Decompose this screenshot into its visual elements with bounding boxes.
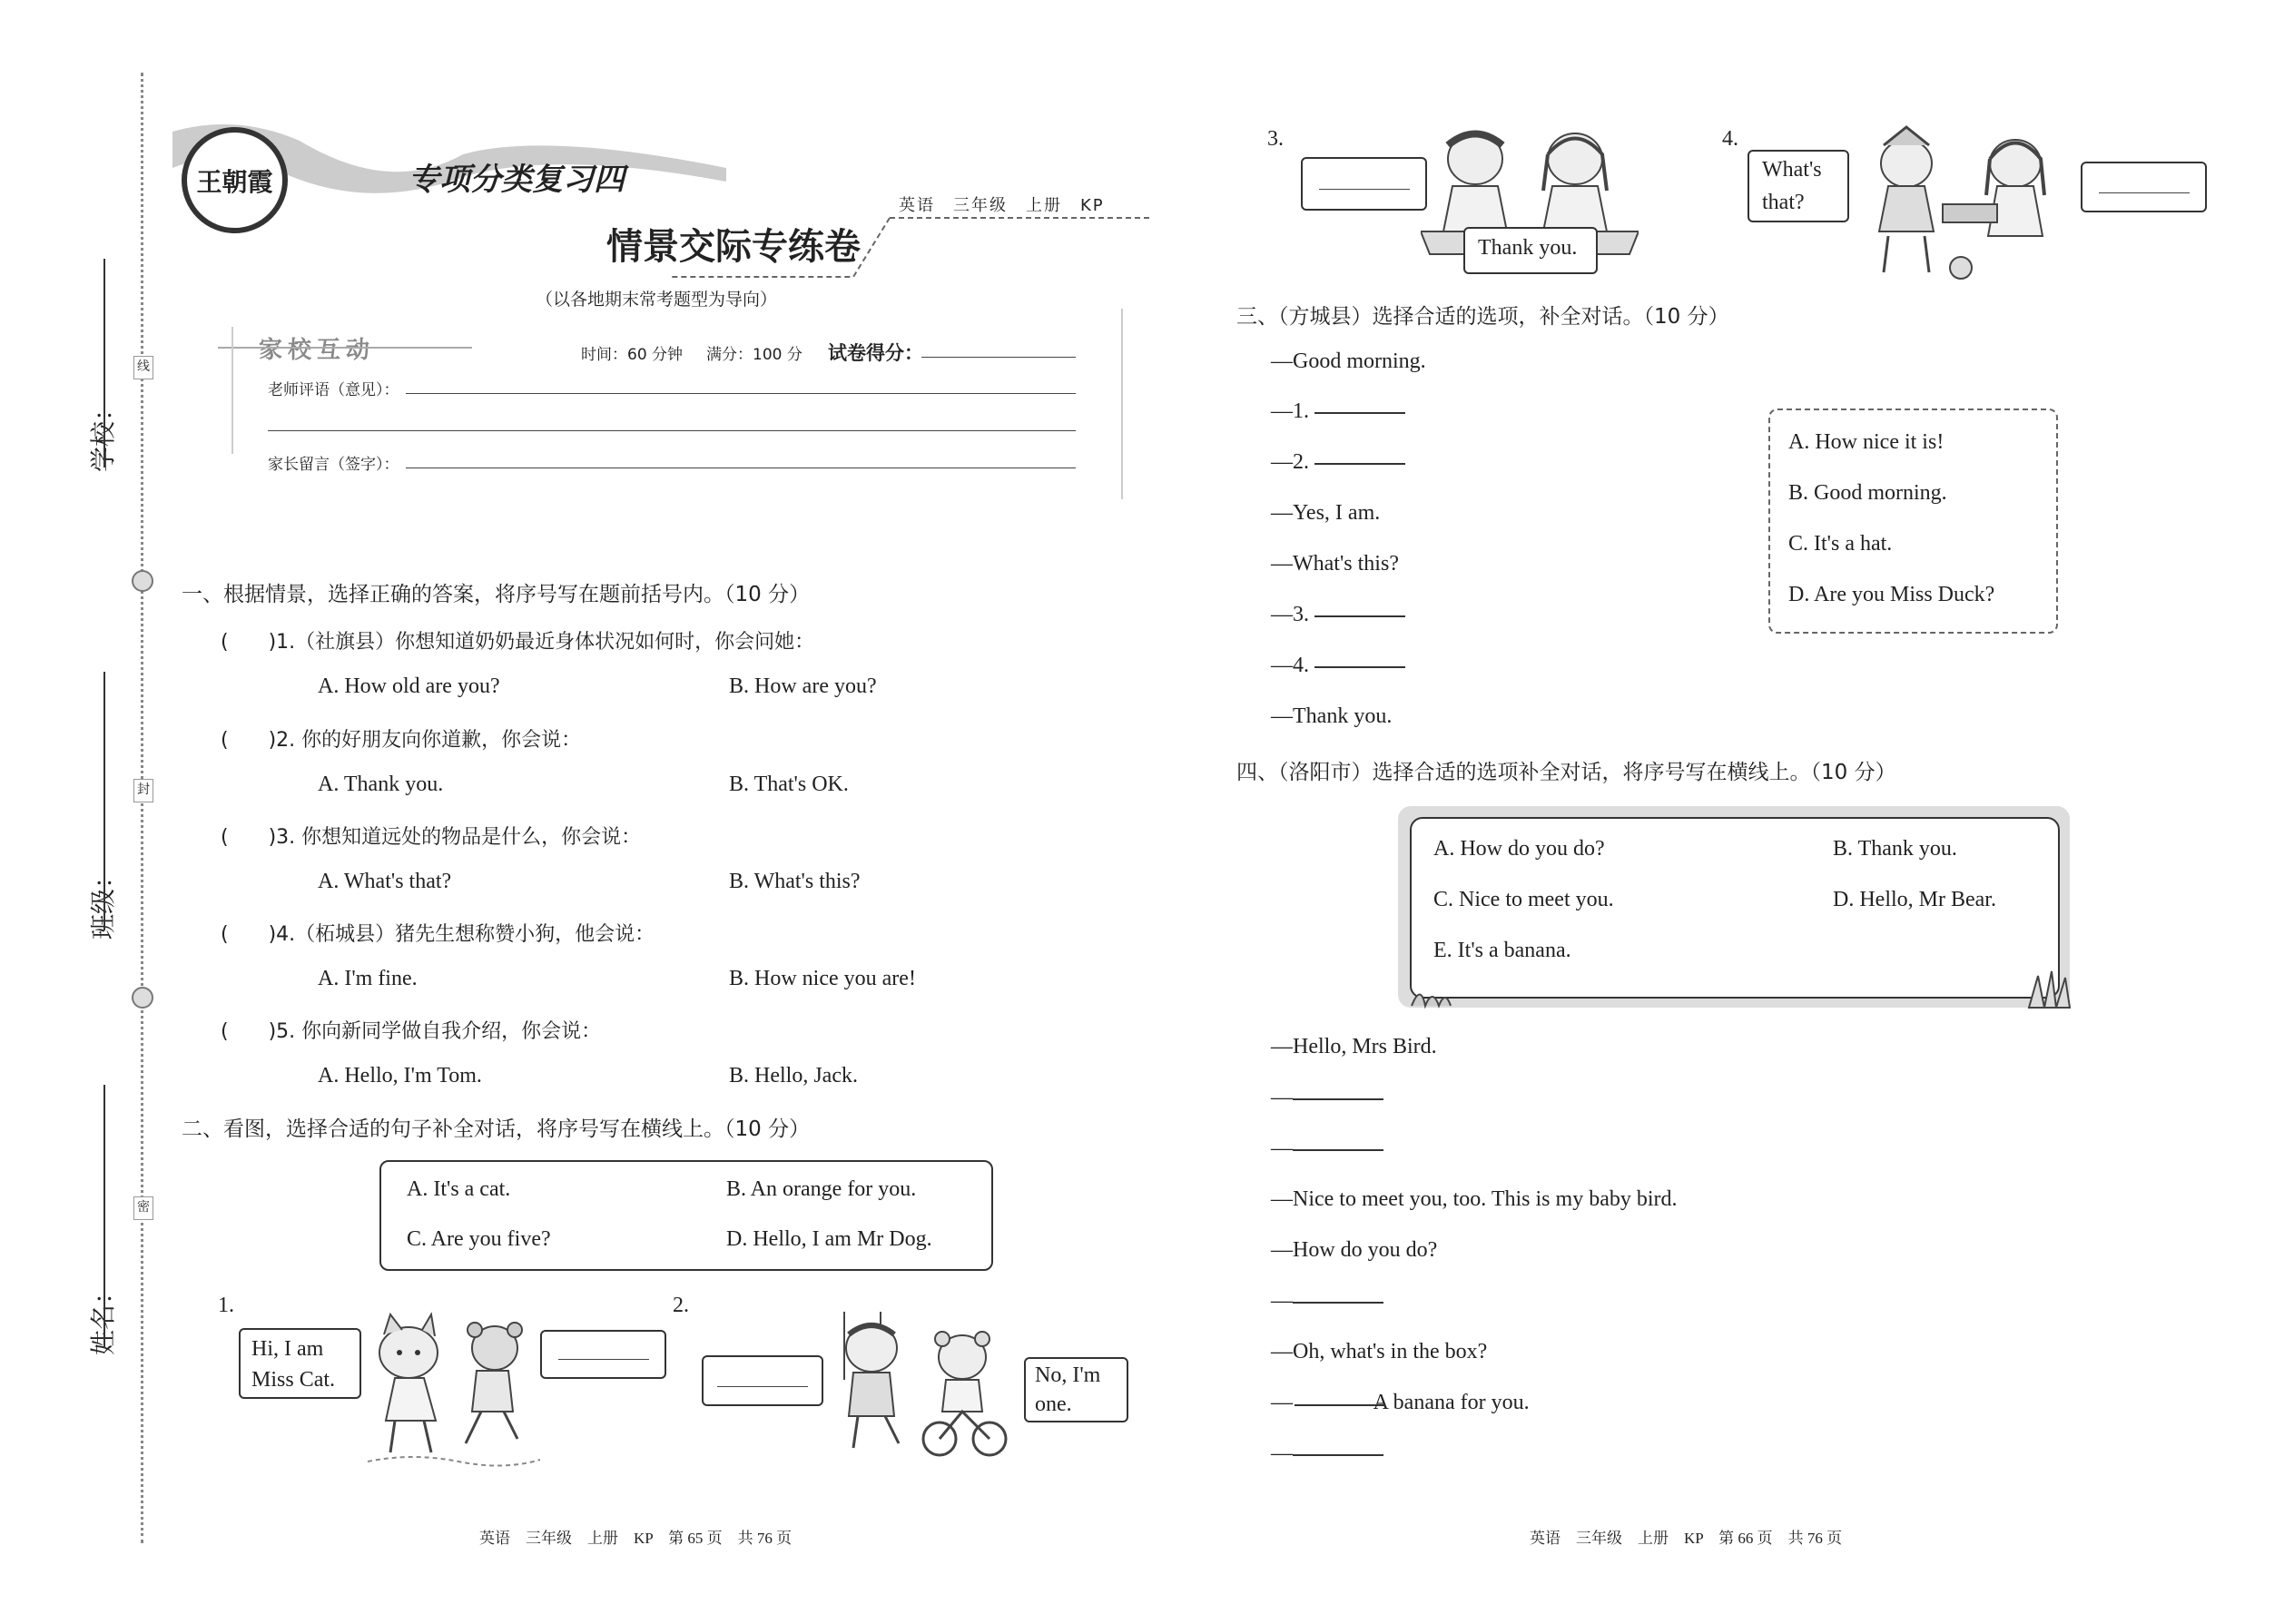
- s3-dialogue-3: [1271, 450, 1405, 475]
- section3-heading: 三、（方城县）选择合适的选项，补全对话。（10 分）: [1236, 305, 1729, 329]
- s4-option-b: B. Thank you.: [1833, 837, 1957, 861]
- pic4-illustration: [1852, 123, 2070, 286]
- pic3-bubble-text: Thank you.: [1478, 236, 1578, 260]
- book-meta: 英语 三年级 上册 KP: [899, 196, 1105, 215]
- pic2-number: 2.: [673, 1294, 689, 1317]
- pic4-answer-bubble: [2081, 162, 2207, 212]
- s3-dialogue-7-text: —4.: [1271, 654, 1309, 677]
- pic3-number: 3.: [1267, 127, 1284, 151]
- q3-option-a[interactable]: A. What's that?: [318, 870, 452, 893]
- s3-option-b: B. Good morning.: [1788, 481, 1947, 505]
- s3-dialogue-6: [1271, 603, 1405, 627]
- binding-dotted-line: [141, 73, 143, 1543]
- pic2-illustration: [826, 1307, 1026, 1466]
- s4-dialogue-9-text: —: [1271, 1442, 1293, 1465]
- section3-options-box: [1768, 408, 2058, 634]
- s3-dialogue-3-text: —2.: [1271, 450, 1309, 474]
- s4-option-d: D. Hello, Mr Bear.: [1833, 888, 1996, 911]
- footer-right: 英语 三年级 上册 KP 第 66 页 共 76 页: [1530, 1530, 1843, 1547]
- s4-dialogue-2-text: —: [1271, 1086, 1293, 1109]
- brand-logo: [182, 127, 288, 233]
- binding-circle-2: [132, 987, 153, 1009]
- section4-options-box: [1410, 817, 2060, 999]
- s3-dialogue-7: [1271, 654, 1405, 678]
- s4-dialogue-5: —How do you do?: [1271, 1238, 1438, 1262]
- s4-option-e: E. It's a banana.: [1433, 939, 1571, 962]
- jiaxiao-rule: [218, 347, 472, 349]
- pic1-answer-field[interactable]: [558, 1359, 649, 1360]
- s4-dialogue-8: [1271, 1391, 1530, 1415]
- s3-dialogue-5: —What's this?: [1271, 552, 1399, 576]
- series-title: 专项分类复习四: [409, 162, 625, 198]
- pic1-number: 1.: [218, 1294, 234, 1317]
- school-label: 学校：: [88, 395, 118, 472]
- s2-option-a: A. It's a cat.: [407, 1177, 511, 1201]
- s2-option-c: C. Are you five?: [407, 1227, 551, 1251]
- pic3-answer-bubble: [1301, 157, 1427, 211]
- name-label: 姓名：: [88, 1278, 118, 1355]
- s4-option-c: C. Nice to meet you.: [1433, 888, 1614, 911]
- s4-dialogue-7: —Oh, what's in the box?: [1271, 1340, 1488, 1363]
- logo-text: 王朝霞: [196, 166, 273, 197]
- s4-blank-2[interactable]: [1293, 1148, 1383, 1151]
- q5-option-b[interactable]: B. Hello, Jack.: [729, 1064, 858, 1088]
- class-field[interactable]: [103, 672, 105, 930]
- s4-dialogue-6: [1271, 1289, 1383, 1314]
- q5-option-a[interactable]: A. Hello, I'm Tom.: [318, 1064, 482, 1088]
- question-1: ( )1.（社旗县）你想知道奶奶最近身体状况如何时，你会问她：: [221, 631, 815, 654]
- q3-option-b[interactable]: B. What's this?: [729, 870, 861, 893]
- pic2-speech-bubble: [1024, 1357, 1128, 1422]
- s3-option-c: C. It's a hat.: [1788, 532, 1893, 556]
- footer-left: 英语 三年级 上册 KP 第 65 页 共 76 页: [479, 1530, 793, 1547]
- s4-blank-1[interactable]: [1293, 1097, 1383, 1100]
- teacher-comment-label: 老师评语（意见）：: [268, 381, 399, 399]
- jiaxiao-label: 家校互动: [259, 337, 376, 364]
- pic1-answer-bubble: [540, 1330, 666, 1379]
- section1-heading: 一、根据情景，选择正确的答案，将序号写在题前括号内。（10 分）: [182, 583, 811, 606]
- q1-option-a[interactable]: A. How old are you?: [318, 674, 500, 698]
- pic2-bubble-text: No, I'm one.: [1035, 1363, 1101, 1416]
- section4-heading: 四、（洛阳市）选择合适的选项补全对话，将序号写在横线上。（10 分）: [1236, 761, 1896, 784]
- s3-option-a: A. How nice it is!: [1788, 430, 1944, 454]
- s4-dialogue-2: [1271, 1086, 1383, 1110]
- s3-blank-4[interactable]: [1314, 665, 1405, 668]
- score-field[interactable]: [921, 357, 1076, 358]
- plant-decoration-icon: [2024, 967, 2074, 1012]
- s4-dialogue-3: [1271, 1137, 1383, 1161]
- pic4-number: 4.: [1722, 127, 1738, 151]
- s4-dialogue-9: [1271, 1442, 1383, 1466]
- s4-dialogue-4: —Nice to meet you, too. This is my baby bird.: [1271, 1187, 1678, 1211]
- section2-heading: 二、看图，选择合适的句子补全对话，将序号写在横线上。（10 分）: [182, 1117, 811, 1141]
- time-limit: 时间：60 分钟: [581, 346, 684, 364]
- s3-dialogue-8: —Thank you.: [1271, 704, 1393, 728]
- s3-dialogue-2-text: —1.: [1271, 399, 1309, 423]
- s3-dialogue-4: —Yes, I am.: [1271, 501, 1381, 525]
- s3-dialogue-6-text: —3.: [1271, 603, 1309, 626]
- page-title: 情景交际专练卷: [606, 226, 861, 267]
- pic1-illustration: [359, 1307, 540, 1471]
- s3-option-d: D. Are you Miss Duck?: [1788, 583, 1995, 606]
- s4-dialogue-8-text: — A banana for you.: [1271, 1391, 1530, 1414]
- s3-dialogue-2: [1271, 399, 1405, 424]
- s4-dialogue-3-text: —: [1271, 1137, 1293, 1160]
- section2-options-box: [379, 1160, 993, 1271]
- s2-option-b: B. An orange for you.: [726, 1177, 917, 1201]
- pic2-answer-field[interactable]: [717, 1386, 808, 1387]
- grass-decoration-icon: [1407, 979, 1452, 1010]
- binding-tag-1: 线: [133, 356, 153, 379]
- pic4-bubble-text: What's that?: [1762, 158, 1822, 214]
- full-score: 满分：100 分: [706, 346, 802, 364]
- question-5: ( )5. 你向新同学做自我介绍，你会说：: [221, 1020, 602, 1043]
- question-2: ( )2. 你的好朋友向你道歉，你会说：: [221, 729, 582, 752]
- q2-option-a[interactable]: A. Thank you.: [318, 773, 444, 796]
- s4-blank-4[interactable]: [1295, 1403, 1385, 1406]
- s4-option-a: A. How do you do?: [1433, 837, 1605, 861]
- pic4-answer-field[interactable]: [2099, 192, 2190, 193]
- s4-blank-5[interactable]: [1293, 1453, 1383, 1456]
- question-3: ( )3. 你想知道远处的物品是什么，你会说：: [221, 826, 642, 849]
- school-field[interactable]: [103, 259, 105, 468]
- s4-dialogue-6-text: —: [1271, 1289, 1293, 1313]
- s3-blank-3[interactable]: [1314, 615, 1405, 617]
- class-label: 班级：: [88, 862, 118, 940]
- jiaxiao-vrule: [231, 327, 233, 454]
- teacher-comment-field-2[interactable]: [268, 430, 1076, 431]
- parent-comment-label: 家长留言（签字）：: [268, 456, 399, 474]
- s4-dialogue-1: —Hello, Mrs Bird.: [1271, 1035, 1437, 1058]
- pic3-answer-field[interactable]: [1319, 189, 1410, 190]
- s4-blank-3[interactable]: [1293, 1301, 1383, 1304]
- question-4: ( )4.（柘城县）猪先生想称赞小狗，他会说：: [221, 923, 655, 946]
- s2-option-d: D. Hello, I am Mr Dog.: [726, 1227, 932, 1251]
- q1-option-b[interactable]: B. How are you?: [729, 674, 877, 698]
- q4-option-b[interactable]: B. How nice you are!: [729, 967, 916, 990]
- pic4-speech-bubble: [1748, 150, 1849, 222]
- teacher-comment-field[interactable]: [406, 393, 1076, 394]
- score-label: 试卷得分：: [828, 342, 923, 364]
- binding-tag-2: 封: [133, 779, 153, 802]
- q2-option-b[interactable]: B. That's OK.: [729, 773, 849, 796]
- pic2-answer-bubble: [702, 1355, 823, 1406]
- s3-blank-1[interactable]: [1314, 411, 1405, 414]
- binding-circle-1: [132, 570, 153, 592]
- s3-blank-2[interactable]: [1314, 462, 1405, 465]
- q4-option-a[interactable]: A. I'm fine.: [318, 967, 418, 990]
- pic1-bubble-text: Hi, I am Miss Cat.: [251, 1337, 336, 1392]
- name-field[interactable]: [103, 1085, 105, 1348]
- binding-tag-3: 密: [133, 1196, 153, 1220]
- pic3-speech-bubble: [1463, 227, 1598, 274]
- s3-dialogue-1: —Good morning.: [1271, 349, 1426, 373]
- page-subtitle: （以各地期末常考题型为导向）: [536, 290, 778, 310]
- jiaxiao-vrule-right: [1121, 309, 1123, 499]
- pic1-speech-bubble: [239, 1328, 361, 1399]
